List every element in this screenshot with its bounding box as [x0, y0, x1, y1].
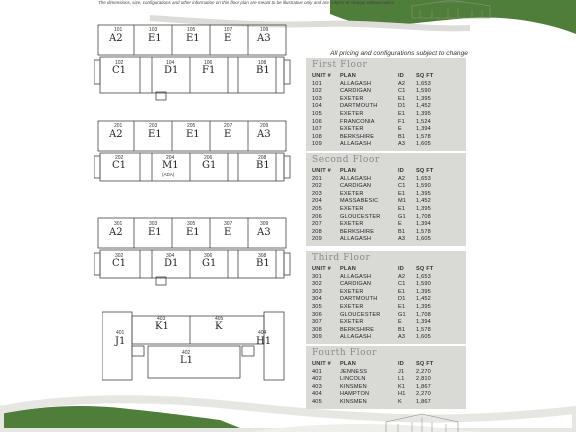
sqft-cell: 1,653 [416, 273, 431, 280]
plan-name-cell: CARDIGAN [340, 281, 372, 288]
unit-number: 403 [157, 316, 166, 322]
col-plan: PLAN [340, 266, 357, 272]
plan-name-cell: FRANCONIA [340, 118, 375, 125]
sqft-cell: 1,605 [416, 334, 431, 341]
plan-name-cell: GLOUCESTER [340, 311, 381, 318]
table-row [312, 296, 462, 304]
sqft-cell: 2,810 [416, 376, 431, 383]
unit-plan-id: E1 [186, 227, 200, 238]
plan-name-cell: ALLAGASH [340, 175, 372, 182]
table-header-row [312, 73, 462, 81]
table-row [312, 304, 462, 312]
col-sqft: SQ FT [416, 73, 434, 79]
plan-name-cell: ALLAGASH [340, 236, 372, 243]
unit-number-cell: 305 [312, 303, 322, 310]
unit-number: 103 [149, 27, 158, 33]
table-row [312, 376, 462, 384]
unit-number: 102 [115, 60, 124, 66]
unit-number: 105 [187, 27, 196, 33]
table-row [312, 319, 462, 327]
col-plan: PLAN [340, 168, 357, 174]
table-row [312, 141, 462, 149]
table-row [312, 134, 462, 142]
bottom-decorative-band [0, 392, 576, 432]
unit-number-cell: 401 [312, 368, 322, 375]
plan-name-cell: EXETER [340, 110, 364, 117]
unit-number: 206 [204, 155, 213, 161]
unit-table-first-floor [306, 58, 466, 151]
plan-name-cell: JENNESS [340, 368, 368, 375]
plan-id-cell: K1 [398, 383, 406, 390]
unit-number-cell: 206 [312, 213, 322, 220]
unit-plan-id: A3 [257, 129, 271, 140]
unit-number-cell: 107 [312, 126, 322, 133]
unit-plan-id: C1 [112, 258, 127, 269]
unit-number: 405 [215, 316, 224, 322]
col-id: ID [398, 361, 404, 367]
col-id: ID [398, 168, 404, 174]
plan-name-cell: BERKSHIRE [340, 228, 375, 235]
sqft-cell: 1,394 [416, 126, 431, 133]
unit-number: 303 [149, 221, 158, 227]
disclaimer-text: The dimensions, size, configurations and other information on this floor plan are meant to be illustrative only and are subject to change without notice. [98, 0, 396, 5]
unit-plan-id: A3 [257, 227, 271, 238]
unit-number: 106 [204, 60, 213, 66]
table-row [312, 281, 462, 289]
plan-id-cell: K [398, 398, 402, 405]
col-unit: UNIT # [312, 73, 331, 79]
plan-id-cell: H1 [398, 391, 406, 398]
table-row [312, 327, 462, 335]
unit-number: 402 [182, 350, 191, 356]
unit-plan-id: E [224, 129, 232, 140]
floor-heading: Second Floor [306, 153, 466, 168]
unit-number-cell: 402 [312, 376, 322, 383]
col-unit: UNIT # [312, 361, 331, 367]
floor-heading: Third Floor [306, 251, 466, 266]
table-row [312, 391, 462, 399]
unit-plan-id: L1 [180, 355, 194, 366]
unit-number: 209 [260, 123, 269, 129]
unit-number-cell: 203 [312, 190, 322, 197]
col-sqft: SQ FT [416, 168, 434, 174]
unit-plan-id: D1 [164, 258, 179, 269]
unit-plan-id: E1 [148, 129, 162, 140]
unit-plan-id: E1 [186, 33, 200, 44]
unit-plan-id: G1 [202, 160, 217, 171]
sqft-cell: 1,708 [416, 213, 431, 220]
table-header-row [312, 168, 462, 176]
unit-plan-id: C1 [112, 65, 127, 76]
sqft-cell: 1,590 [416, 88, 431, 95]
sqft-cell: 1,395 [416, 95, 431, 102]
plan-name-cell: DARTMOUTH [340, 103, 378, 110]
unit-number-cell: 103 [312, 95, 322, 102]
sqft-cell: 1,578 [416, 228, 431, 235]
plan-name-cell: CARDIGAN [340, 88, 372, 95]
unit-number-cell: 307 [312, 319, 322, 326]
plan-name-cell: KINSMEN [340, 383, 367, 390]
unit-number: 305 [187, 221, 196, 227]
plan-name-cell: ALLAGASH [340, 80, 372, 87]
unit-number: 107 [224, 27, 233, 33]
unit-number: 302 [115, 253, 124, 259]
plan-id-cell: G1 [398, 213, 406, 220]
unit-number-cell: 404 [312, 391, 322, 398]
sqft-cell: 1,578 [416, 326, 431, 333]
sqft-cell: 1,578 [416, 133, 431, 140]
sqft-cell: 1,590 [416, 281, 431, 288]
col-unit: UNIT # [312, 266, 331, 272]
plan-name-cell: GLOUCESTER [340, 213, 381, 220]
unit-plan-id: G1 [202, 258, 217, 269]
sqft-cell: 1,395 [416, 303, 431, 310]
plan-id-cell: E [398, 319, 402, 326]
table-row [312, 96, 462, 104]
unit-number-cell: 301 [312, 273, 322, 280]
plan-name-cell: BERKSHIRE [340, 326, 375, 333]
unit-number: 309 [260, 221, 269, 227]
plan-id-cell: C1 [398, 281, 406, 288]
plan-id-cell: D1 [398, 103, 406, 110]
unit-number-cell: 208 [312, 228, 322, 235]
sqft-cell: 1,605 [416, 141, 431, 148]
pricing-note: All pricing and configurations subject to change [330, 50, 468, 57]
unit-plan-id: D1 [164, 65, 179, 76]
unit-number-cell: 102 [312, 88, 322, 95]
unit-number: 108 [258, 60, 267, 66]
sqft-cell: 1,708 [416, 311, 431, 318]
sqft-cell: 1,867 [416, 398, 431, 405]
plan-name-cell: ALLAGASH [340, 141, 372, 148]
unit-number-cell: 104 [312, 103, 322, 110]
plan-id-cell: E1 [398, 288, 406, 295]
floor-heading: First Floor [306, 58, 466, 73]
col-sqft: SQ FT [416, 266, 434, 272]
unit-plan-id: H1 [256, 336, 272, 347]
plan-id-cell: J1 [398, 368, 405, 375]
unit-number-cell: 405 [312, 398, 322, 405]
unit-plan-id: A2 [109, 129, 123, 140]
sqft-cell: 1,395 [416, 110, 431, 117]
plan-id-cell: A3 [398, 141, 406, 148]
unit-number-cell: 105 [312, 110, 322, 117]
plan-name-cell: EXETER [340, 205, 364, 212]
plan-name-cell: MASSABESIC [340, 198, 379, 205]
sqft-cell: 1,452 [416, 296, 431, 303]
unit-number: 201 [114, 123, 123, 129]
plan-name-cell: KINSMEN [340, 398, 367, 405]
table-row [312, 103, 462, 111]
table-row [312, 274, 462, 282]
sqft-cell: 1,653 [416, 175, 431, 182]
table-row [312, 214, 462, 222]
unit-number-cell: 207 [312, 221, 322, 228]
unit-plan-id: A3 [257, 33, 271, 44]
unit-plan-id: E [224, 33, 232, 44]
plan-id-cell: A2 [398, 80, 406, 87]
plan-name-cell: EXETER [340, 221, 364, 228]
sqft-cell: 1,590 [416, 183, 431, 190]
unit-number-cell: 303 [312, 288, 322, 295]
plan-name-cell: BERKSHIRE [340, 133, 375, 140]
unit-number: 101 [114, 27, 123, 33]
plan-id-cell: F1 [398, 118, 405, 125]
unit-plan-id: A2 [109, 33, 123, 44]
unit-number: 205 [187, 123, 196, 129]
table-row [312, 229, 462, 237]
table-row [312, 176, 462, 184]
table-row [312, 111, 462, 119]
col-plan: PLAN [340, 361, 357, 367]
unit-number: 208 [258, 155, 267, 161]
unit-number: 306 [204, 253, 213, 259]
col-id: ID [398, 266, 404, 272]
unit-number-cell: 308 [312, 326, 322, 333]
plan-id-cell: A2 [398, 175, 406, 182]
unit-plan-id: B1 [256, 65, 270, 76]
unit-number: 307 [224, 221, 233, 227]
table-row [312, 183, 462, 191]
plan-id-cell: A3 [398, 334, 406, 341]
plan-name-cell: EXETER [340, 303, 364, 310]
unit-plan-id: K1 [155, 321, 169, 332]
plan-id-cell: D1 [398, 296, 406, 303]
table-row [312, 369, 462, 377]
sqft-cell: 1,395 [416, 288, 431, 295]
table-row [312, 221, 462, 229]
plan-id-cell: L1 [398, 376, 405, 383]
sqft-cell: 1,524 [416, 118, 431, 125]
unit-number: 301 [114, 221, 123, 227]
unit-number: 104 [166, 60, 175, 66]
unit-number-cell: 302 [312, 281, 322, 288]
unit-number: 109 [260, 27, 269, 33]
plan-name-cell: EXETER [340, 95, 364, 102]
unit-plan-id: M1 [162, 160, 179, 171]
table-row [312, 119, 462, 127]
building-sketch-icon-bottom [384, 412, 460, 432]
plan-name-cell: DARTMOUTH [340, 296, 378, 303]
sqft-cell: 1,394 [416, 221, 431, 228]
col-id: ID [398, 73, 404, 79]
table-row [312, 236, 462, 244]
unit-plan-id: A2 [109, 227, 123, 238]
table-row [312, 88, 462, 96]
plan-id-cell: G1 [398, 311, 406, 318]
unit-number: 202 [115, 155, 124, 161]
plan-name-cell: EXETER [340, 319, 364, 326]
unit-number-cell: 309 [312, 334, 322, 341]
table-header-row [312, 361, 462, 369]
sqft-cell: 1,395 [416, 205, 431, 212]
plan-id-cell: M1 [398, 198, 407, 205]
unit-table-second-floor [306, 153, 466, 246]
unit-number: 203 [149, 123, 158, 129]
unit-number-cell: 209 [312, 236, 322, 243]
unit-number-cell: 306 [312, 311, 322, 318]
plan-id-cell: C1 [398, 183, 406, 190]
unit-number-cell: 101 [312, 80, 322, 87]
table-row [312, 289, 462, 297]
plan-id-cell: E1 [398, 110, 406, 117]
unit-number-cell: 204 [312, 198, 322, 205]
plan-id-cell: A2 [398, 273, 406, 280]
unit-number-cell: 106 [312, 118, 322, 125]
unit-number-cell: 205 [312, 205, 322, 212]
floor-heading: Fourth Floor [306, 346, 466, 361]
unit-number: 204 [166, 155, 175, 161]
plan-id-cell: E1 [398, 190, 406, 197]
unit-plan-id: F1 [202, 65, 216, 76]
unit-number: 304 [166, 253, 175, 259]
unit-number: 207 [224, 123, 233, 129]
plan-id-cell: B1 [398, 228, 406, 235]
table-row [312, 126, 462, 134]
unit-plan-id: E1 [148, 33, 162, 44]
table-row [312, 191, 462, 199]
sqft-cell: 1,605 [416, 236, 431, 243]
plan-name-cell: HAMPTON [340, 391, 370, 398]
unit-number-cell: 304 [312, 296, 322, 303]
plan-name-cell: CARDIGAN [340, 183, 372, 190]
plan-id-cell: B1 [398, 326, 406, 333]
plan-id-cell: C1 [398, 88, 406, 95]
unit-plan-id: J1 [115, 336, 126, 347]
plan-id-cell: E [398, 126, 402, 133]
sqft-cell: 1,867 [416, 383, 431, 390]
col-unit: UNIT # [312, 168, 331, 174]
unit-plan-id: E1 [148, 227, 162, 238]
plan-id-cell: E1 [398, 205, 406, 212]
table-row [312, 334, 462, 342]
unit-number-cell: 109 [312, 141, 322, 148]
unit-number-cell: 108 [312, 133, 322, 140]
table-row [312, 384, 462, 392]
unit-plan-id: K [215, 321, 223, 332]
sqft-cell: 1,395 [416, 190, 431, 197]
unit-plan-id: B1 [256, 258, 270, 269]
sqft-cell: 2,270 [416, 368, 431, 375]
unit-plan-id: B1 [256, 160, 270, 171]
unit-number: 401 [116, 330, 125, 336]
unit-number-cell: 201 [312, 175, 322, 182]
plan-name-cell: ALLAGASH [340, 273, 372, 280]
plan-name-cell: EXETER [340, 126, 364, 133]
unit-table-third-floor [306, 251, 466, 344]
table-row [312, 399, 462, 407]
table-row [312, 81, 462, 89]
sqft-cell: 1,452 [416, 103, 431, 110]
plan-id-cell: A3 [398, 236, 406, 243]
unit-plan-id: C1 [112, 160, 127, 171]
unit-number: 404 [258, 330, 267, 336]
plan-id-cell: E1 [398, 95, 406, 102]
plan-name-cell: ALLAGASH [340, 334, 372, 341]
table-row [312, 312, 462, 320]
sqft-cell: 1,452 [416, 198, 431, 205]
unit-number: 308 [258, 253, 267, 259]
unit-table-fourth-floor [306, 346, 466, 409]
plan-name-cell: EXETER [340, 288, 364, 295]
unit-number-cell: 202 [312, 183, 322, 190]
plan-name-cell: LINCOLN [340, 376, 366, 383]
ada-label: (ADA) [162, 172, 175, 177]
table-header-row [312, 266, 462, 274]
sqft-cell: 1,653 [416, 80, 431, 87]
col-sqft: SQ FT [416, 361, 434, 367]
sqft-cell: 2,270 [416, 391, 431, 398]
sqft-cell: 1,394 [416, 319, 431, 326]
table-row [312, 198, 462, 206]
col-plan: PLAN [340, 73, 357, 79]
unit-plan-id: E1 [186, 129, 200, 140]
table-row [312, 206, 462, 214]
unit-number-cell: 403 [312, 383, 322, 390]
plan-id-cell: E1 [398, 303, 406, 310]
unit-plan-id: E [224, 227, 232, 238]
plan-id-cell: B1 [398, 133, 406, 140]
plan-name-cell: EXETER [340, 190, 364, 197]
plan-id-cell: E [398, 221, 402, 228]
